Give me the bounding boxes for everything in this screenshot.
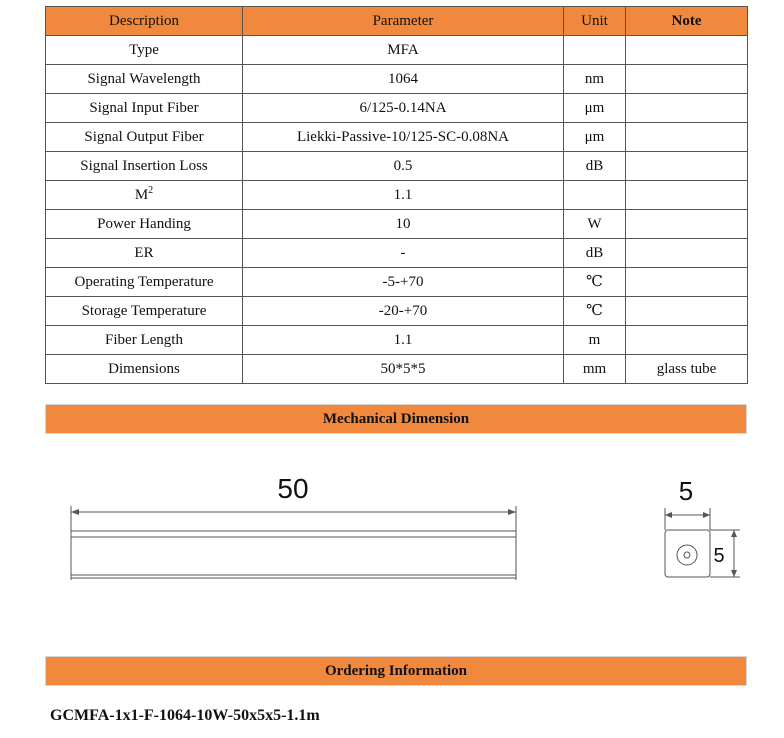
end-view	[665, 508, 740, 577]
cell-description: Operating Temperature	[46, 268, 243, 297]
cell-parameter: MFA	[243, 36, 564, 65]
cell-parameter: 10	[243, 210, 564, 239]
ordering-information-heading: Ordering Information	[45, 656, 747, 686]
cell-description: Signal Wavelength	[46, 65, 243, 94]
cell-description: Signal Insertion Loss	[46, 152, 243, 181]
fiber-core-circle	[684, 552, 690, 558]
cell-note: glass tube	[626, 355, 748, 384]
cell-unit: μm	[564, 123, 626, 152]
ordering-code: GCMFA-1x1-F-1064-10W-50x5x5-1.1m	[50, 707, 320, 724]
cell-parameter: -	[243, 239, 564, 268]
cell-description: Signal Input Fiber	[46, 94, 243, 123]
header-description: Description	[46, 7, 243, 36]
header-note: Note	[626, 7, 748, 36]
cell-description: Signal Output Fiber	[46, 123, 243, 152]
height-arrow-bottom	[731, 570, 737, 577]
cell-parameter: 6/125-0.14NA	[243, 94, 564, 123]
width-label: 5	[678, 476, 694, 506]
cell-unit: ℃	[564, 297, 626, 326]
header-unit: Unit	[564, 7, 626, 36]
width-arrow-right	[703, 512, 710, 518]
cell-parameter: Liekki-Passive-10/125-SC-0.08NA	[243, 123, 564, 152]
cell-unit: μm	[564, 94, 626, 123]
cell-parameter: 1064	[243, 65, 564, 94]
tube-cross-section	[665, 530, 710, 577]
m-squared-exponent: 2	[148, 185, 154, 196]
length-arrow-left	[71, 509, 79, 515]
height-label: 5	[713, 545, 725, 567]
cell-unit: dB	[564, 152, 626, 181]
cell-unit: m	[564, 326, 626, 355]
tube-body	[71, 531, 516, 578]
cell-description: Type	[46, 36, 243, 65]
cell-parameter: 50*5*5	[243, 355, 564, 384]
cell-parameter: 1.1	[243, 181, 564, 210]
cell-parameter: 1.1	[243, 326, 564, 355]
fiber-outer-circle	[677, 545, 697, 565]
cell-description: ER	[46, 239, 243, 268]
length-label: 50	[277, 473, 309, 504]
cell-unit: dB	[564, 239, 626, 268]
cell-description: Power Handing	[46, 210, 243, 239]
width-arrow-left	[665, 512, 672, 518]
length-arrow-right	[508, 509, 516, 515]
cell-unit: nm	[564, 65, 626, 94]
cell-parameter: -5-+70	[243, 268, 564, 297]
m-squared-base: M	[134, 187, 149, 203]
header-parameter: Parameter	[243, 7, 564, 36]
cell-parameter: -20-+70	[243, 297, 564, 326]
cell-parameter: 0.5	[243, 152, 564, 181]
height-arrow-top	[731, 530, 737, 537]
cell-unit: ℃	[564, 268, 626, 297]
cell-unit: mm	[564, 355, 626, 384]
mechanical-dimension-heading: Mechanical Dimension	[45, 404, 747, 434]
cell-unit: W	[564, 210, 626, 239]
cell-description: Storage Temperature	[46, 297, 243, 326]
cell-description: Fiber Length	[46, 326, 243, 355]
side-view	[71, 506, 516, 580]
cell-description: Dimensions	[46, 355, 243, 384]
